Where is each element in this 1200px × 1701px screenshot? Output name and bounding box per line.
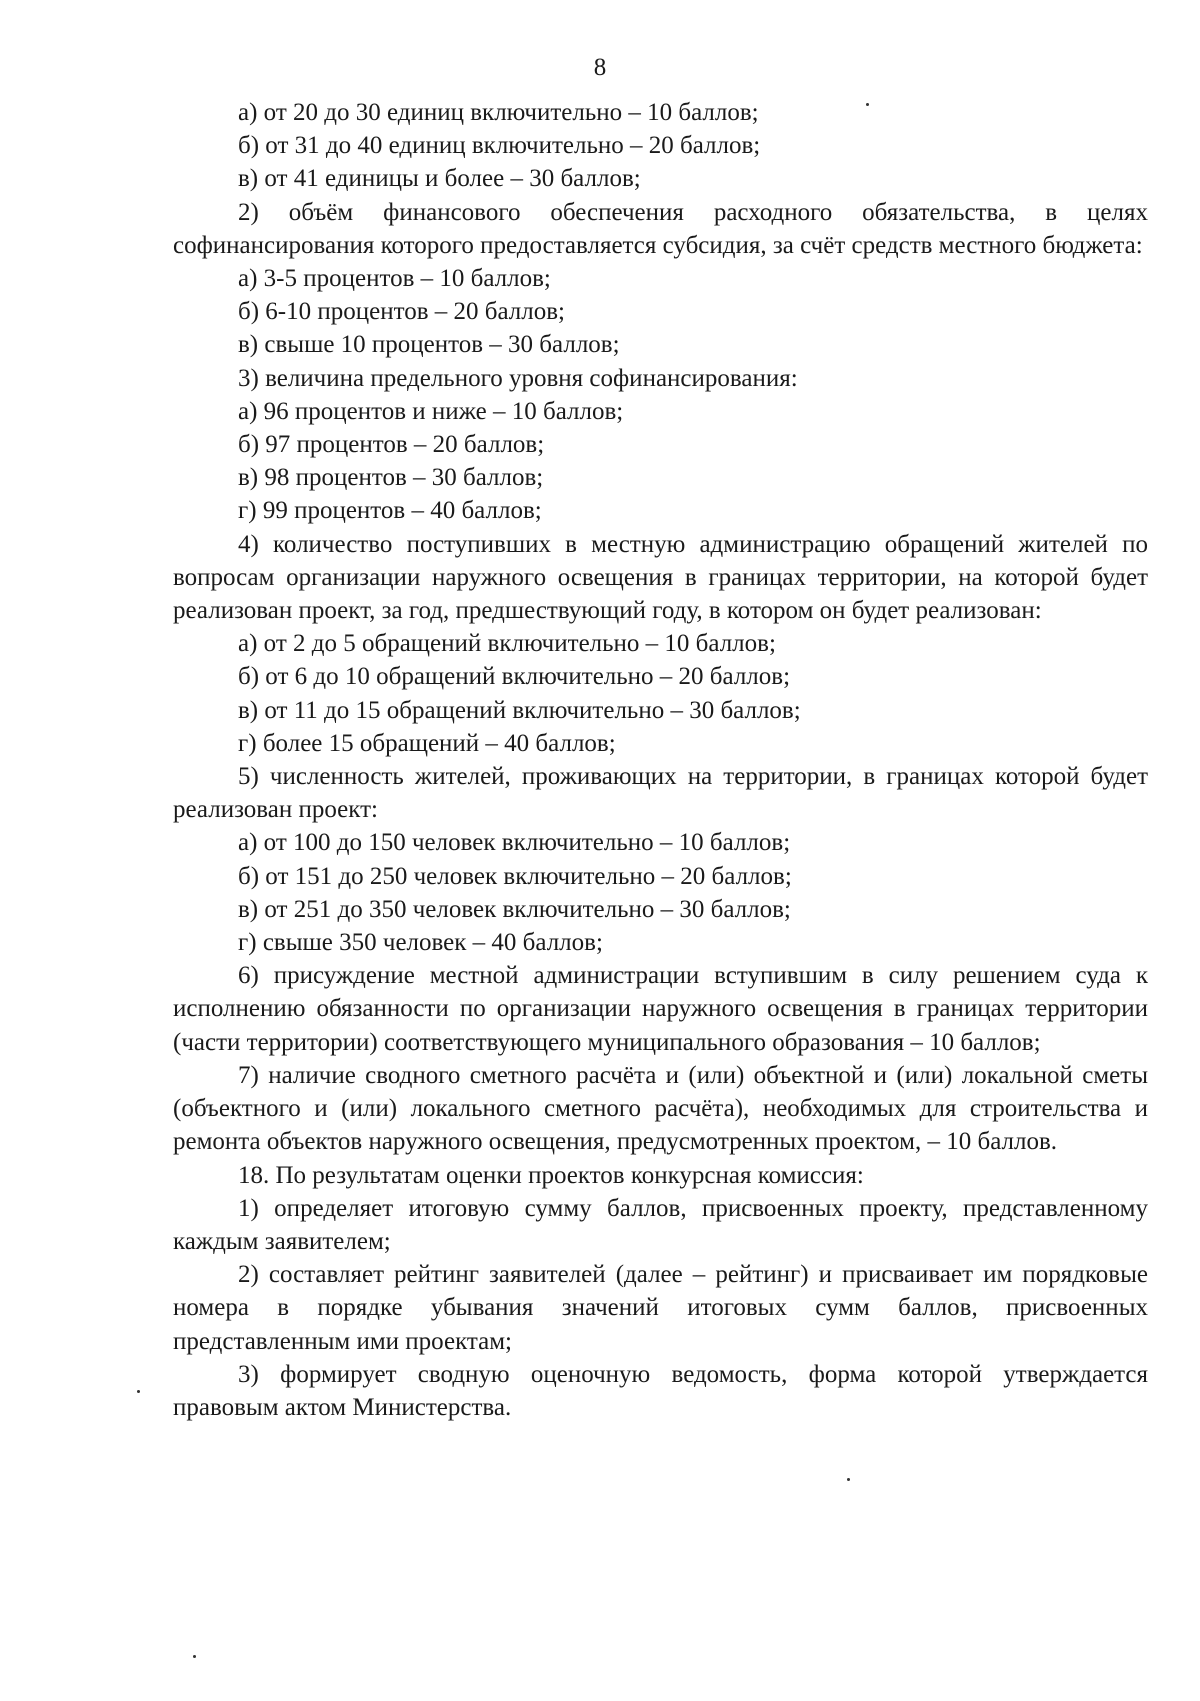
paragraph: б) 97 процентов – 20 баллов; xyxy=(238,431,545,459)
paragraph: 18. По результатам оценки проектов конкурсная комиссия: xyxy=(238,1161,864,1189)
paragraph: б) от 31 до 40 единиц включительно – 20 баллов; xyxy=(238,132,761,160)
paragraph: б) от 151 до 250 человек включительно – 20 баллов; xyxy=(238,862,792,890)
paragraph: 4) количество поступивших в местную администрацию обращений жителей по вопросам организации наружного освещения в границах территории, на которой будет реализован проект, за год, предшествующий году, в котором он будет реализован: xyxy=(173,530,1148,625)
paragraph: 3) величина предельного уровня софинансирования: xyxy=(238,364,798,392)
paragraph: а) от 2 до 5 обращений включительно – 10 баллов; xyxy=(238,630,776,658)
paragraph: г) более 15 обращений – 40 баллов; xyxy=(238,729,616,757)
paragraph: б) 6-10 процентов – 20 баллов; xyxy=(238,298,565,326)
paragraph: в) 98 процентов – 30 баллов; xyxy=(238,464,544,492)
paragraph: в) свыше 10 процентов – 30 баллов; xyxy=(238,331,620,359)
paragraph: 2) объём финансового обеспечения расходного обязательства, в целях софинансирования которого предоставляется субсидия, за счёт средств местного бюджета: xyxy=(173,198,1148,259)
paragraph: 3) формирует сводную оценочную ведомость, форма которой утверждается правовым актом Министерства. xyxy=(173,1360,1148,1421)
paragraph: а) 3-5 процентов – 10 баллов; xyxy=(238,265,551,293)
paragraph: г) 99 процентов – 40 баллов; xyxy=(238,497,542,525)
paragraph: в) от 41 единицы и более – 30 баллов; xyxy=(238,165,641,193)
scan-speck xyxy=(866,103,869,106)
paragraph: в) от 11 до 15 обращений включительно – 30 баллов; xyxy=(238,696,801,724)
paragraph: а) от 100 до 150 человек включительно – 10 баллов; xyxy=(238,829,791,857)
paragraph: в) от 251 до 350 человек включительно – 30 баллов; xyxy=(238,895,791,923)
paragraph: 5) численность жителей, проживающих на территории, в границах которой будет реализован проект: xyxy=(173,763,1148,824)
paragraph: а) от 20 до 30 единиц включительно – 10 баллов; xyxy=(238,99,759,126)
scan-speck xyxy=(193,1655,196,1658)
paragraph: г) свыше 350 человек – 40 баллов; xyxy=(238,929,603,957)
scan-speck xyxy=(137,1390,140,1393)
paragraph: 7) наличие сводного сметного расчёта и (или) объектной и (или) локальной сметы (объектного и (или) локального сметного расчёта), необходимых для строительства и ремонта объектов наружного освещения, предусмотренных проектом, – 10 баллов. xyxy=(173,1061,1148,1156)
scan-speck xyxy=(847,1478,850,1481)
paragraph: б) от 6 до 10 обращений включительно – 20 баллов; xyxy=(238,663,791,691)
paragraph: 1) определяет итоговую сумму баллов, присвоенных проекту, представленному каждым заявителем; xyxy=(173,1194,1148,1255)
page-number: 8 xyxy=(593,54,607,81)
paragraph: 6) присуждение местной администрации вступившим в силу решением суда к исполнению обязанности по организации наружного освещения в границах территории (части территории) соответствующего муниципального образования – 10 баллов; xyxy=(173,962,1148,1056)
paragraph: 2) составляет рейтинг заявителей (далее – рейтинг) и присваивает им порядковые номера в порядке убывания значений итоговых сумм баллов, присвоенных представленным ими проектам; xyxy=(173,1261,1148,1355)
paragraph: а) 96 процентов и ниже – 10 баллов; xyxy=(238,397,624,425)
document-body xyxy=(173,96,1148,1424)
